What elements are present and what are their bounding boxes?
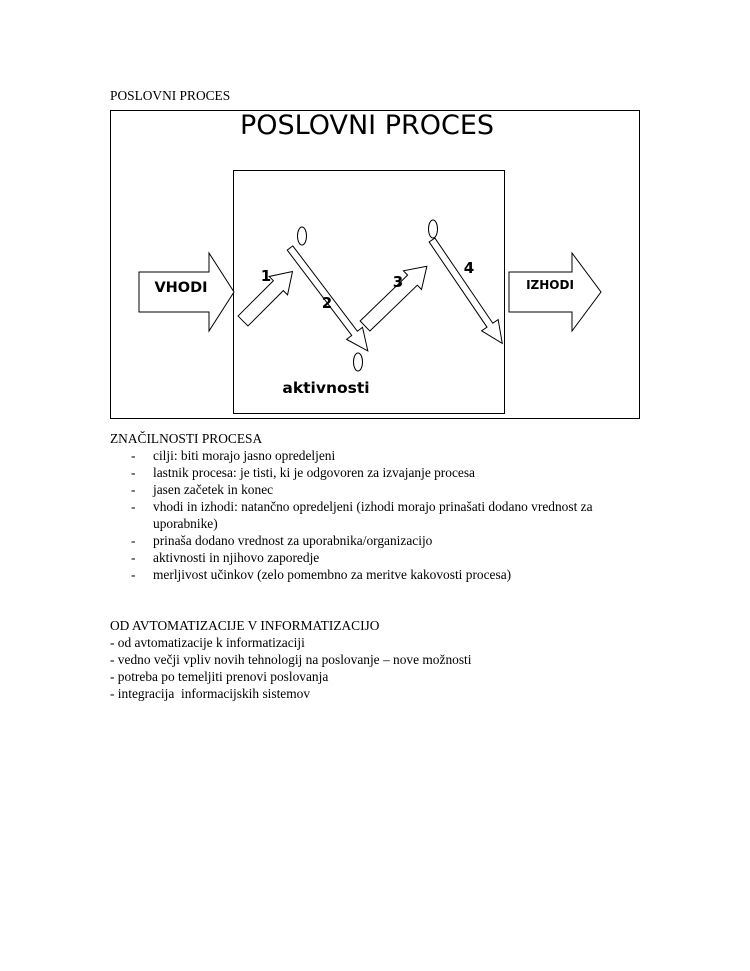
- page-heading: POSLOVNI PROCES: [110, 88, 231, 103]
- list-item-text: aktivnosti in njihovo zaporedje: [153, 550, 320, 565]
- process-diagram: [0, 0, 750, 430]
- bullet: -: [131, 533, 136, 548]
- bullet: -: [131, 550, 136, 565]
- list-item: - potreba po temeljiti prenovi poslovanja: [110, 669, 329, 684]
- bullet: -: [131, 482, 136, 497]
- list-item-text: cilji: biti morajo jasno opredeljeni: [153, 448, 336, 463]
- list-item-text: prinaša dodano vrednost za uporabnika/organizacijo: [153, 533, 433, 548]
- bullet: -: [131, 465, 136, 480]
- list-item-text: uporabnike): [153, 516, 218, 531]
- list-item-text: merljivost učinkov (zelo pomembno za meritve kakovosti procesa): [153, 567, 512, 582]
- section-heading: ZNAČILNOSTI PROCESA: [110, 431, 263, 446]
- inputs-label: VHODI: [154, 280, 208, 296]
- diagram-title: POSLOVNI PROCES: [239, 110, 495, 141]
- bullet: -: [131, 499, 136, 514]
- activity-node: [298, 227, 307, 245]
- outputs-label: IZHODI: [526, 278, 574, 292]
- list-item-text: vhodi in izhodi: natančno opredeljeni (izhodi morajo prinašati dodano vrednost za: [153, 499, 593, 514]
- step-label-2: 2: [321, 294, 333, 312]
- section-heading: OD AVTOMATIZACIJE V INFORMATIZACIJO: [110, 618, 380, 633]
- activity-node: [354, 353, 363, 371]
- bullet: -: [131, 567, 136, 582]
- activity-node: [429, 220, 438, 238]
- outputs-arrow: [509, 253, 601, 331]
- step-label-3: 3: [392, 273, 404, 291]
- activities-label: aktivnosti: [282, 379, 370, 397]
- list-item: - vedno večji vpliv novih tehnologij na poslovanje – nove možnosti: [110, 652, 472, 667]
- bullet: -: [131, 448, 136, 463]
- step-label-4: 4: [463, 259, 475, 277]
- list-item-text: lastnik procesa: je tisti, ki je odgovoren za izvajanje procesa: [153, 465, 476, 480]
- list-item: - integracija informacijskih sistemov: [110, 686, 311, 701]
- step-label-1: 1: [260, 267, 272, 285]
- list-item: - od avtomatizacije k informatizaciji: [110, 635, 305, 650]
- list-item-text: jasen začetek in konec: [153, 482, 274, 497]
